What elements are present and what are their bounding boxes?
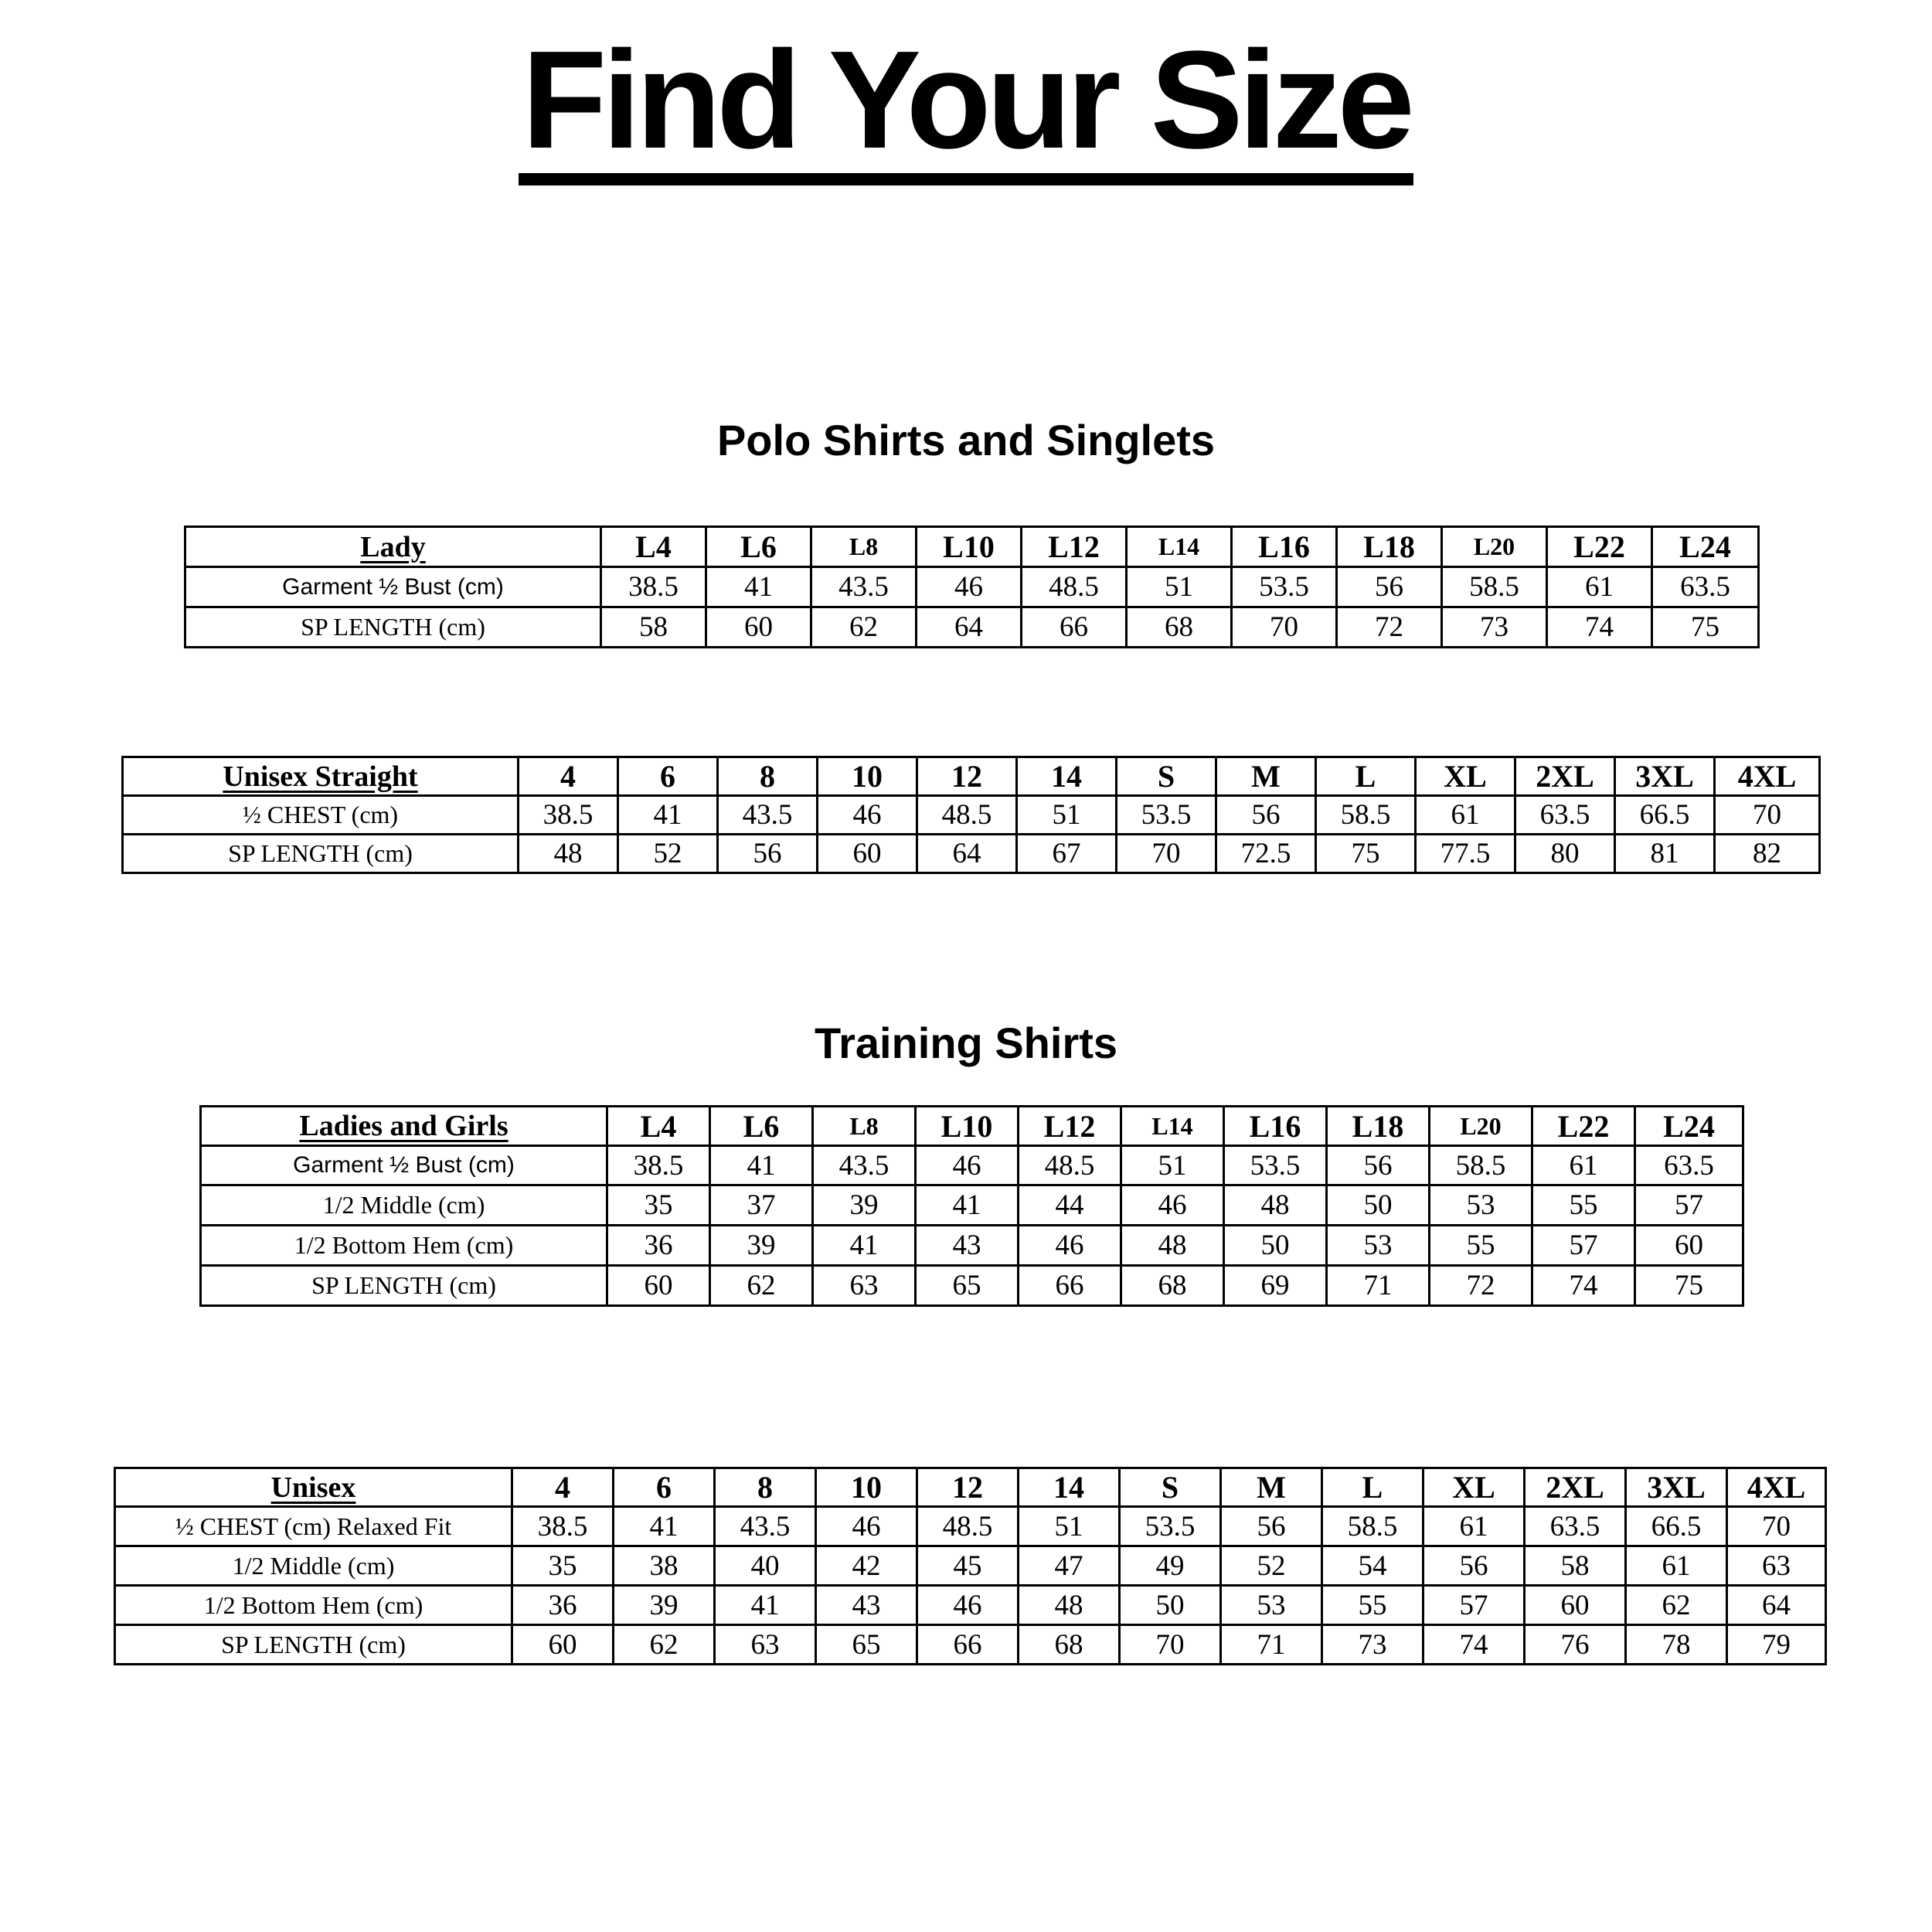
table-cell: 58: [601, 607, 706, 648]
table-cell: 46: [816, 1507, 917, 1546]
size-header: L12: [1019, 1107, 1121, 1146]
table-cell: 52: [618, 835, 718, 873]
table-cell: 54: [1322, 1546, 1423, 1586]
table-cell: 53.5: [1224, 1146, 1327, 1185]
size-header: 14: [1017, 757, 1117, 796]
table-row: [115, 1586, 1826, 1625]
table-cell: 60: [512, 1625, 614, 1665]
size-header: 6: [618, 757, 718, 796]
table-cell: 46: [818, 796, 917, 835]
table-header-row: [185, 527, 1759, 567]
table-cell: 38.5: [607, 1146, 710, 1185]
section-title-training: Training Shirts: [814, 1019, 1118, 1067]
table-cell: 41: [813, 1226, 916, 1266]
table-cell: 64: [1727, 1586, 1826, 1625]
table-cell: 66: [1019, 1266, 1121, 1306]
table-cell: 41: [706, 567, 811, 607]
table-cell: 43: [816, 1586, 917, 1625]
size-header: 8: [718, 757, 818, 796]
page-title-text: Find Your Size: [519, 31, 1413, 185]
size-header: M: [1221, 1468, 1322, 1507]
table-cell: 56: [1221, 1507, 1322, 1546]
table-cell: 70: [1117, 835, 1216, 873]
size-header: L16: [1224, 1107, 1327, 1146]
row-label: 1/2 Bottom Hem (cm): [115, 1586, 512, 1625]
table-cell: 48: [1224, 1185, 1327, 1226]
table-cell: 60: [1635, 1226, 1743, 1266]
size-header: L: [1322, 1468, 1423, 1507]
table-cell: 61: [1416, 796, 1515, 835]
table-cell: 56: [1337, 567, 1442, 607]
table-cell: 58: [1525, 1546, 1626, 1586]
table-cell: 51: [1017, 796, 1117, 835]
table-row: [115, 1625, 1826, 1665]
size-header: L4: [607, 1107, 710, 1146]
table-cell: 62: [614, 1625, 715, 1665]
table-cell: 63: [813, 1266, 916, 1306]
table-cell: 46: [916, 1146, 1019, 1185]
table-cell: 78: [1626, 1625, 1727, 1665]
size-header: L10: [916, 1107, 1019, 1146]
table-cell: 46: [917, 1586, 1019, 1625]
page-title: [0, 22, 1932, 185]
table-cell: 41: [916, 1185, 1019, 1226]
table-cell: 43.5: [813, 1146, 916, 1185]
row-label: 1/2 Middle (cm): [115, 1546, 512, 1586]
size-header: L16: [1232, 527, 1337, 567]
table-cell: 50: [1327, 1185, 1430, 1226]
size-header: 3XL: [1615, 757, 1715, 796]
size-header: 4XL: [1727, 1468, 1826, 1507]
table-cell: 63.5: [1515, 796, 1615, 835]
table-cell: 67: [1017, 835, 1117, 873]
table-row: [123, 796, 1820, 835]
table-cell: 41: [618, 796, 718, 835]
row-label: SP LENGTH (cm): [115, 1625, 512, 1665]
row-label: Garment ½ Bust (cm): [201, 1146, 607, 1185]
table-cell: 70: [1232, 607, 1337, 648]
size-header: 10: [816, 1468, 917, 1507]
table-cell: 61: [1423, 1507, 1525, 1546]
size-header: L8: [813, 1107, 916, 1146]
table-row: [185, 567, 1759, 607]
table-cell: 44: [1019, 1185, 1121, 1226]
table-header-row: [201, 1107, 1743, 1146]
table-cell: 58.5: [1316, 796, 1416, 835]
table-header-label: Unisex Straight: [123, 757, 519, 796]
table-cell: 53: [1221, 1586, 1322, 1625]
table-cell: 43: [916, 1226, 1019, 1266]
table-cell: 50: [1120, 1586, 1221, 1625]
table-cell: 58.5: [1322, 1507, 1423, 1546]
size-header: L10: [917, 527, 1022, 567]
table-cell: 60: [818, 835, 917, 873]
table-header-label: Ladies and Girls: [201, 1107, 607, 1146]
table-cell: 72.5: [1216, 835, 1316, 873]
table-cell: 79: [1727, 1625, 1826, 1665]
table-cell: 63: [715, 1625, 816, 1665]
table-cell: 61: [1532, 1146, 1635, 1185]
table-cell: 61: [1547, 567, 1652, 607]
table-cell: 72: [1337, 607, 1442, 648]
size-header: 2XL: [1525, 1468, 1626, 1507]
row-label: ½ CHEST (cm): [123, 796, 519, 835]
table-cell: 76: [1525, 1625, 1626, 1665]
table-cell: 46: [917, 567, 1022, 607]
table-cell: 53.5: [1232, 567, 1337, 607]
table-cell: 39: [614, 1586, 715, 1625]
size-header: L20: [1442, 527, 1547, 567]
table-cell: 46: [1121, 1185, 1224, 1226]
table-cell: 38: [614, 1546, 715, 1586]
size-header: L: [1316, 757, 1416, 796]
table-cell: 56: [1327, 1146, 1430, 1185]
size-header: S: [1120, 1468, 1221, 1507]
table-cell: 55: [1322, 1586, 1423, 1625]
table-cell: 57: [1423, 1586, 1525, 1625]
size-header: L18: [1337, 527, 1442, 567]
size-header: 4: [519, 757, 618, 796]
size-header: L4: [601, 527, 706, 567]
table-row: [123, 835, 1820, 873]
table-cell: 72: [1430, 1266, 1532, 1306]
row-label: 1/2 Bottom Hem (cm): [201, 1226, 607, 1266]
table-row: [115, 1507, 1826, 1546]
table-cell: 36: [607, 1226, 710, 1266]
size-header: L6: [710, 1107, 813, 1146]
table-cell: 77.5: [1416, 835, 1515, 873]
table-row: [201, 1146, 1743, 1185]
size-header: 14: [1019, 1468, 1120, 1507]
table-cell: 63.5: [1635, 1146, 1743, 1185]
table-cell: 48.5: [1019, 1146, 1121, 1185]
table-cell: 70: [1727, 1507, 1826, 1546]
table-cell: 51: [1127, 567, 1232, 607]
table-cell: 62: [1626, 1586, 1727, 1625]
table-row: [115, 1546, 1826, 1586]
row-label: 1/2 Middle (cm): [201, 1185, 607, 1226]
size-header: 3XL: [1626, 1468, 1727, 1507]
table-cell: 66.5: [1626, 1507, 1727, 1546]
table-header-label: Lady: [185, 527, 601, 567]
size-header: M: [1216, 757, 1316, 796]
table-cell: 47: [1019, 1546, 1120, 1586]
table-cell: 45: [917, 1546, 1019, 1586]
table-cell: 51: [1121, 1146, 1224, 1185]
table-cell: 68: [1121, 1266, 1224, 1306]
size-header: L24: [1635, 1107, 1743, 1146]
table-cell: 68: [1019, 1625, 1120, 1665]
table-cell: 58.5: [1430, 1146, 1532, 1185]
table-cell: 70: [1715, 796, 1820, 835]
table-cell: 81: [1615, 835, 1715, 873]
table-cell: 43.5: [718, 796, 818, 835]
table-cell: 69: [1224, 1266, 1327, 1306]
size-header: 2XL: [1515, 757, 1615, 796]
table-cell: 37: [710, 1185, 813, 1226]
table-cell: 75: [1316, 835, 1416, 873]
row-label: Garment ½ Bust (cm): [185, 567, 601, 607]
table-cell: 38.5: [512, 1507, 614, 1546]
table-cell: 46: [1019, 1226, 1121, 1266]
table-cell: 58.5: [1442, 567, 1547, 607]
row-label: SP LENGTH (cm): [201, 1266, 607, 1306]
table-cell: 39: [710, 1226, 813, 1266]
size-header: XL: [1416, 757, 1515, 796]
table-cell: 48: [1019, 1586, 1120, 1625]
table-cell: 41: [710, 1146, 813, 1185]
table-cell: 35: [512, 1546, 614, 1586]
table-row: [201, 1185, 1743, 1226]
table-cell: 80: [1515, 835, 1615, 873]
table-header-row: [123, 757, 1820, 796]
table-cell: 56: [1216, 796, 1316, 835]
table-cell: 41: [614, 1507, 715, 1546]
table-cell: 48.5: [1022, 567, 1127, 607]
table-cell: 71: [1221, 1625, 1322, 1665]
table-row: [201, 1266, 1743, 1306]
row-label: SP LENGTH (cm): [185, 607, 601, 648]
table-cell: 62: [710, 1266, 813, 1306]
unisex-training-size-table: [114, 1467, 1827, 1665]
size-header: 8: [715, 1468, 816, 1507]
table-header-label: Unisex: [115, 1468, 512, 1507]
table-cell: 48: [1121, 1226, 1224, 1266]
table-cell: 41: [715, 1586, 816, 1625]
size-header: L18: [1327, 1107, 1430, 1146]
table-cell: 64: [917, 835, 1017, 873]
table-cell: 55: [1430, 1226, 1532, 1266]
size-header: L22: [1532, 1107, 1635, 1146]
table-cell: 56: [718, 835, 818, 873]
size-header: L20: [1430, 1107, 1532, 1146]
unisex-straight-polo-size-table: [121, 756, 1821, 874]
table-cell: 40: [715, 1546, 816, 1586]
table-cell: 39: [813, 1185, 916, 1226]
table-cell: 66.5: [1615, 796, 1715, 835]
section-title-polo: Polo Shirts and Singlets: [716, 416, 1216, 464]
table-cell: 48.5: [917, 1507, 1019, 1546]
table-cell: 61: [1626, 1546, 1727, 1586]
table-cell: 65: [916, 1266, 1019, 1306]
table-cell: 75: [1652, 607, 1759, 648]
size-header: L14: [1127, 527, 1232, 567]
size-header: L8: [811, 527, 917, 567]
table-cell: 60: [706, 607, 811, 648]
table-cell: 73: [1442, 607, 1547, 648]
table-cell: 62: [811, 607, 917, 648]
table-cell: 53: [1327, 1226, 1430, 1266]
table-cell: 63: [1727, 1546, 1826, 1586]
row-label: SP LENGTH (cm): [123, 835, 519, 873]
size-header: 12: [917, 757, 1017, 796]
table-cell: 82: [1715, 835, 1820, 873]
table-cell: 48.5: [917, 796, 1017, 835]
size-header: 10: [818, 757, 917, 796]
table-cell: 73: [1322, 1625, 1423, 1665]
table-cell: 48: [519, 835, 618, 873]
table-row: [185, 607, 1759, 648]
size-header: 4: [512, 1468, 614, 1507]
table-cell: 57: [1532, 1226, 1635, 1266]
table-cell: 66: [1022, 607, 1127, 648]
table-cell: 52: [1221, 1546, 1322, 1586]
table-cell: 43.5: [811, 567, 917, 607]
table-cell: 74: [1532, 1266, 1635, 1306]
size-header: L12: [1022, 527, 1127, 567]
table-cell: 53.5: [1120, 1507, 1221, 1546]
table-cell: 74: [1547, 607, 1652, 648]
table-cell: 53: [1430, 1185, 1532, 1226]
table-cell: 68: [1127, 607, 1232, 648]
table-cell: 38.5: [601, 567, 706, 607]
size-header: L22: [1547, 527, 1652, 567]
size-header: L24: [1652, 527, 1759, 567]
table-cell: 49: [1120, 1546, 1221, 1586]
table-cell: 38.5: [519, 796, 618, 835]
row-label: ½ CHEST (cm) Relaxed Fit: [115, 1507, 512, 1546]
table-cell: 70: [1120, 1625, 1221, 1665]
size-header: XL: [1423, 1468, 1525, 1507]
table-cell: 50: [1224, 1226, 1327, 1266]
table-cell: 51: [1019, 1507, 1120, 1546]
ladies-girls-training-size-table: [199, 1105, 1744, 1307]
table-cell: 60: [607, 1266, 710, 1306]
table-cell: 36: [512, 1586, 614, 1625]
lady-polo-size-table: [184, 526, 1760, 648]
table-cell: 75: [1635, 1266, 1743, 1306]
table-cell: 71: [1327, 1266, 1430, 1306]
table-cell: 56: [1423, 1546, 1525, 1586]
size-header: L14: [1121, 1107, 1224, 1146]
table-cell: 63.5: [1652, 567, 1759, 607]
table-header-row: [115, 1468, 1826, 1507]
table-cell: 35: [607, 1185, 710, 1226]
table-cell: 74: [1423, 1625, 1525, 1665]
table-cell: 42: [816, 1546, 917, 1586]
size-header: 12: [917, 1468, 1019, 1507]
size-header: L6: [706, 527, 811, 567]
table-cell: 55: [1532, 1185, 1635, 1226]
table-cell: 63.5: [1525, 1507, 1626, 1546]
table-cell: 64: [917, 607, 1022, 648]
table-cell: 60: [1525, 1586, 1626, 1625]
table-cell: 43.5: [715, 1507, 816, 1546]
size-header: 4XL: [1715, 757, 1820, 796]
table-cell: 65: [816, 1625, 917, 1665]
size-header: S: [1117, 757, 1216, 796]
size-header: 6: [614, 1468, 715, 1507]
table-cell: 57: [1635, 1185, 1743, 1226]
table-cell: 53.5: [1117, 796, 1216, 835]
table-cell: 66: [917, 1625, 1019, 1665]
table-row: [201, 1226, 1743, 1266]
